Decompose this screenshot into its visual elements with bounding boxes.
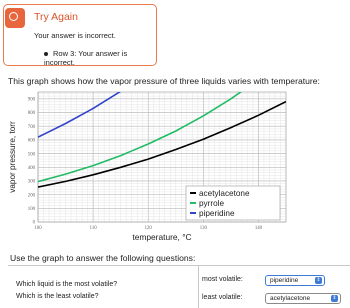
x-tick-label: 140: [254, 226, 263, 231]
feedback-panel: [3, 4, 157, 66]
label-least-volatile: least volatile:: [202, 294, 243, 301]
y-tick-label: 500: [27, 152, 35, 158]
chevron-updown-icon: ⇕: [332, 295, 337, 301]
x-axis-label: temperature, °C: [132, 232, 192, 242]
most-volatile-value: piperidine: [270, 277, 299, 284]
x-tick-label: 120: [144, 226, 152, 231]
y-tick-label: 900: [27, 97, 35, 103]
y-tick-label: 300: [27, 179, 35, 185]
chevron-updown-icon: ⇕: [316, 277, 321, 283]
least-volatile-select[interactable]: [265, 293, 341, 304]
y-tick-label: 200: [27, 193, 35, 199]
least-volatile-value: acetylacetone: [270, 295, 311, 302]
y-tick-label: 800: [27, 111, 35, 117]
y-tick-label: 400: [27, 165, 35, 171]
y-tick-label: 100: [27, 207, 35, 213]
y-tick-label: 0: [32, 220, 35, 226]
y-axis-label: vapor pressure, torr: [8, 121, 17, 193]
label-most-volatile: most volatile:: [202, 276, 243, 283]
x-tick-label: 130: [199, 226, 207, 231]
bullet-icon: [44, 52, 48, 56]
prompt-text: Use the graph to answer the following questions:: [10, 253, 196, 263]
y-tick-label: 700: [27, 124, 35, 130]
x-tick-label: 110: [89, 226, 97, 231]
question-most-volatile: Which liquid is the most volatile?: [16, 281, 118, 288]
legend-label-acetylacetone: acetylacetone: [199, 189, 250, 198]
feedback-title: Try Again: [34, 11, 78, 23]
question-table: [8, 265, 350, 307]
error-icon: [5, 8, 25, 28]
column-divider: [198, 266, 199, 308]
vapor-pressure-chart: [0, 90, 350, 250]
x-tick-label: 100: [34, 226, 42, 231]
legend-label-piperidine: piperidine: [199, 209, 235, 218]
feedback-detail: [44, 49, 156, 67]
y-tick-label: 600: [27, 138, 35, 144]
legend-label-pyrrole: pyrrole: [199, 199, 225, 208]
intro-text: This graph shows how the vapor pressure of three liquids varies with temperature:: [8, 76, 320, 86]
question-least-volatile: Which is the least volatile?: [16, 293, 99, 300]
feedback-detail-text: Row 3: Your answer is incorrect.: [44, 49, 128, 67]
most-volatile-select[interactable]: [265, 275, 325, 286]
feedback-message: Your answer is incorrect.: [34, 31, 116, 40]
